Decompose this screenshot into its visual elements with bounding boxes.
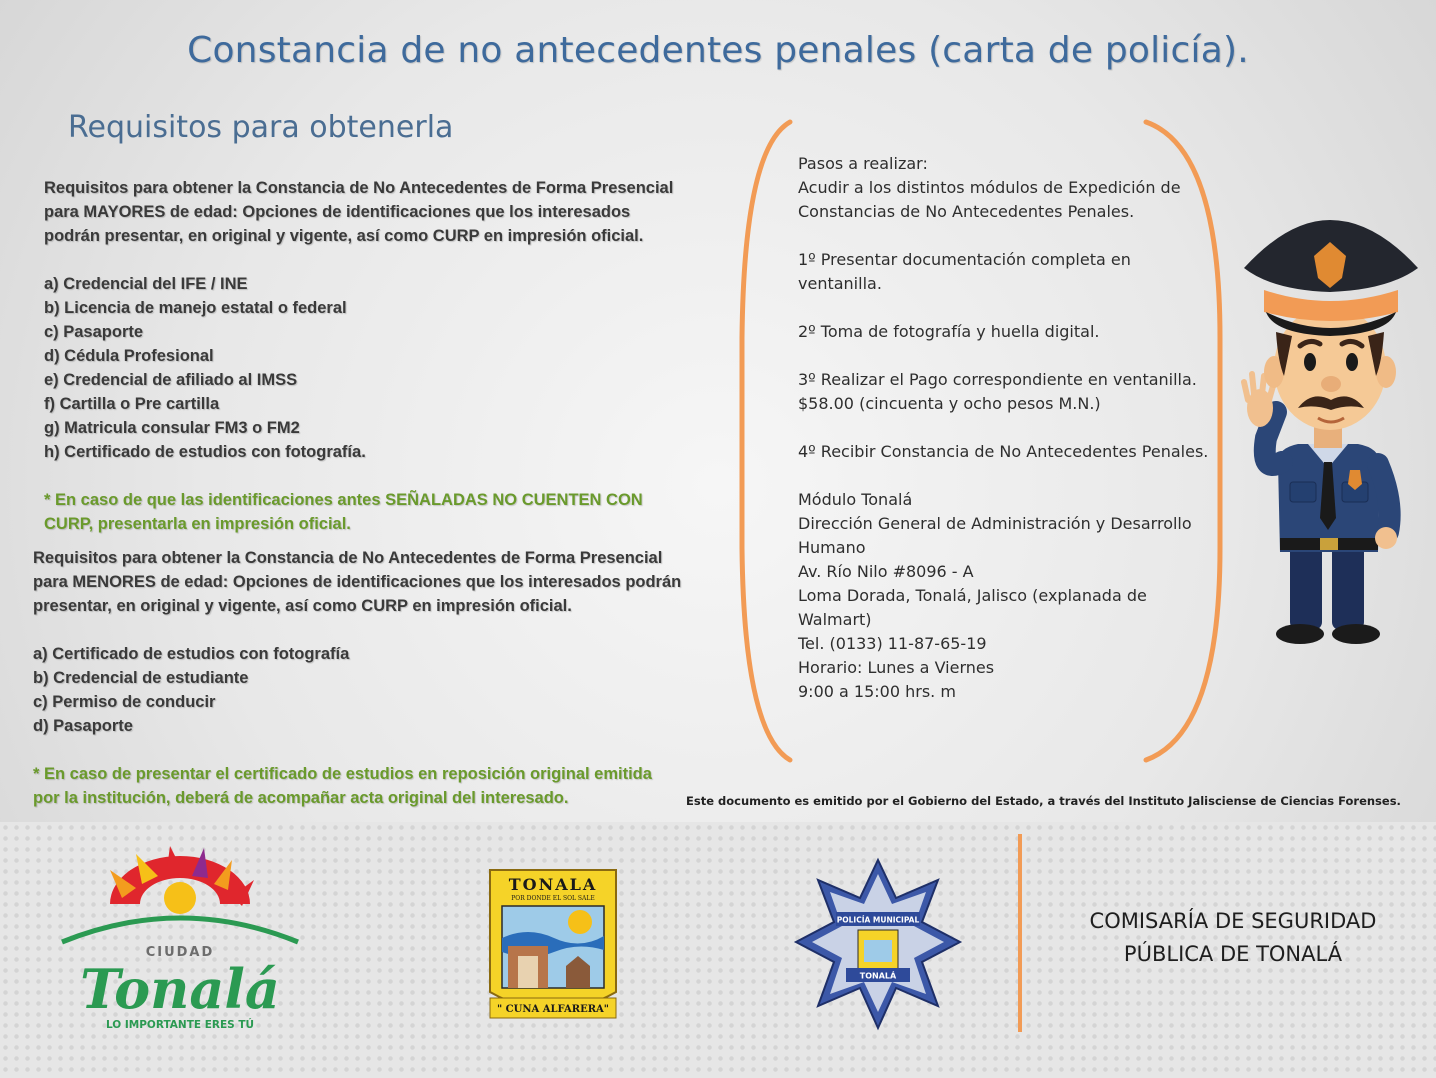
comisaria-line: PÚBLICA DE TONALÁ [1123,942,1343,966]
footer-note: Este documento es emitido por el Gobierno del Estado, a través del Instituto Jalisciense de Ciencias Forenses. [686,794,1401,808]
step-4: 4º Recibir Constancia de No Antecedentes Penales. [798,442,1209,461]
module-line: Módulo Tonalá [798,490,913,509]
menores-item: a) Certificado de estudios con fotografía [33,645,350,663]
mayores-item: b) Licencia de manejo estatal o federal [44,299,347,317]
menores-intro-line: Requisitos para obtener la Constancia de No Antecedentes de Forma Presencial [33,549,663,567]
ciudad-label: CIUDAD [145,945,215,960]
mayores-item: d) Cédula Profesional [44,347,214,365]
menores-note: * En caso de presentar el certificado de estudios en reposición original emitida [33,765,652,783]
tonala-coat-of-arms [484,862,622,1028]
orange-divider [1018,834,1022,1032]
mayores-item: a) Credencial del IFE / INE [44,275,248,293]
policia-municipal-badge [792,856,964,1032]
steps-intro-line: Acudir a los distintos módulos de Expedición de [798,178,1181,197]
policia-city: TONALÁ [859,971,897,981]
section-subtitle: Requisitos para obtenerla [68,110,454,145]
mayores-item: f) Cartilla o Pre cartilla [44,395,220,413]
ciudad-tonala-logo [58,846,302,1034]
mayores-note: * En caso de que las identificaciones antes SEÑALADAS NO CUENTEN CON [44,491,643,509]
police-officer-illustration [1238,212,1422,648]
module-line: Av. Río Nilo #8096 - A [798,562,974,581]
module-line: Loma Dorada, Tonalá, Jalisco (explanada de [798,586,1147,605]
comisaria-line: COMISARÍA DE SEGURIDAD [1089,909,1377,933]
mayores-note: CURP, presentarla en impresión oficial. [44,515,351,533]
steps-list [798,152,1238,704]
tonala-tagline: LO IMPORTANTE ERES TÚ [105,1019,255,1031]
step-3: 3º Realizar el Pago correspondiente en ventanilla. [798,370,1197,389]
module-line: Horario: Lunes a Viernes [798,658,995,677]
module-line: Tel. (0133) 11-87-65-19 [798,634,987,653]
step-2: 2º Toma de fotografía y huella digital. [798,322,1100,341]
menores-item: b) Credencial de estudiante [33,669,249,687]
escudo-motto: POR DONDE EL SOL SALE [511,895,595,902]
module-line: Dirección General de Administración y Desarrollo [798,514,1192,533]
module-line: Walmart) [798,610,872,629]
step-3: $58.00 (cincuenta y ocho pesos M.N.) [798,394,1101,413]
mayores-intro-line: para MAYORES de edad: Opciones de identificaciones que los interesados [44,203,631,221]
menores-intro-line: para MENORES de edad: Opciones de identificaciones que los interesados podrán [33,573,682,591]
module-line: 9:00 a 15:00 hrs. m [798,682,956,701]
escudo-banner: " CUNA ALFARERA" [496,1004,610,1015]
tonala-wordmark: Tonalá [80,957,280,1021]
menores-item: d) Pasaporte [33,717,133,735]
step-1: 1º Presentar documentación completa en [798,250,1131,269]
comisaria-name [1052,905,1414,971]
steps-intro-line: Constancias de No Antecedentes Penales. [798,202,1135,221]
escudo-title: TONALA [508,875,598,894]
menores-intro-line: presentar, en original y vigente, así como CURP en impresión oficial. [33,597,572,615]
menores-requirements [33,546,681,810]
policia-label: POLICÍA MUNICIPAL [836,915,920,925]
step-1: ventanilla. [798,274,882,293]
mayores-requirements [44,176,673,536]
steps-intro-line: Pasos a realizar: [798,154,928,173]
menores-item: c) Permiso de conducir [33,693,216,711]
mayores-item: c) Pasaporte [44,323,144,341]
mayores-item: h) Certificado de estudios con fotografía. [44,443,366,461]
mayores-item: g) Matricula consular FM3 o FM2 [44,419,300,437]
mayores-intro-line: podrán presentar, en original y vigente, así como CURP en impresión oficial. [44,227,644,245]
menores-note: por la institución, deberá de acompañar acta original del interesado. [33,789,569,807]
module-line: Humano [798,538,866,557]
mayores-item: e) Credencial de afiliado al IMSS [44,371,298,389]
page-title: Constancia de no antecedentes penales (carta de policía). [187,30,1249,71]
mayores-intro-line: Requisitos para obtener la Constancia de No Antecedentes de Forma Presencial [44,179,674,197]
